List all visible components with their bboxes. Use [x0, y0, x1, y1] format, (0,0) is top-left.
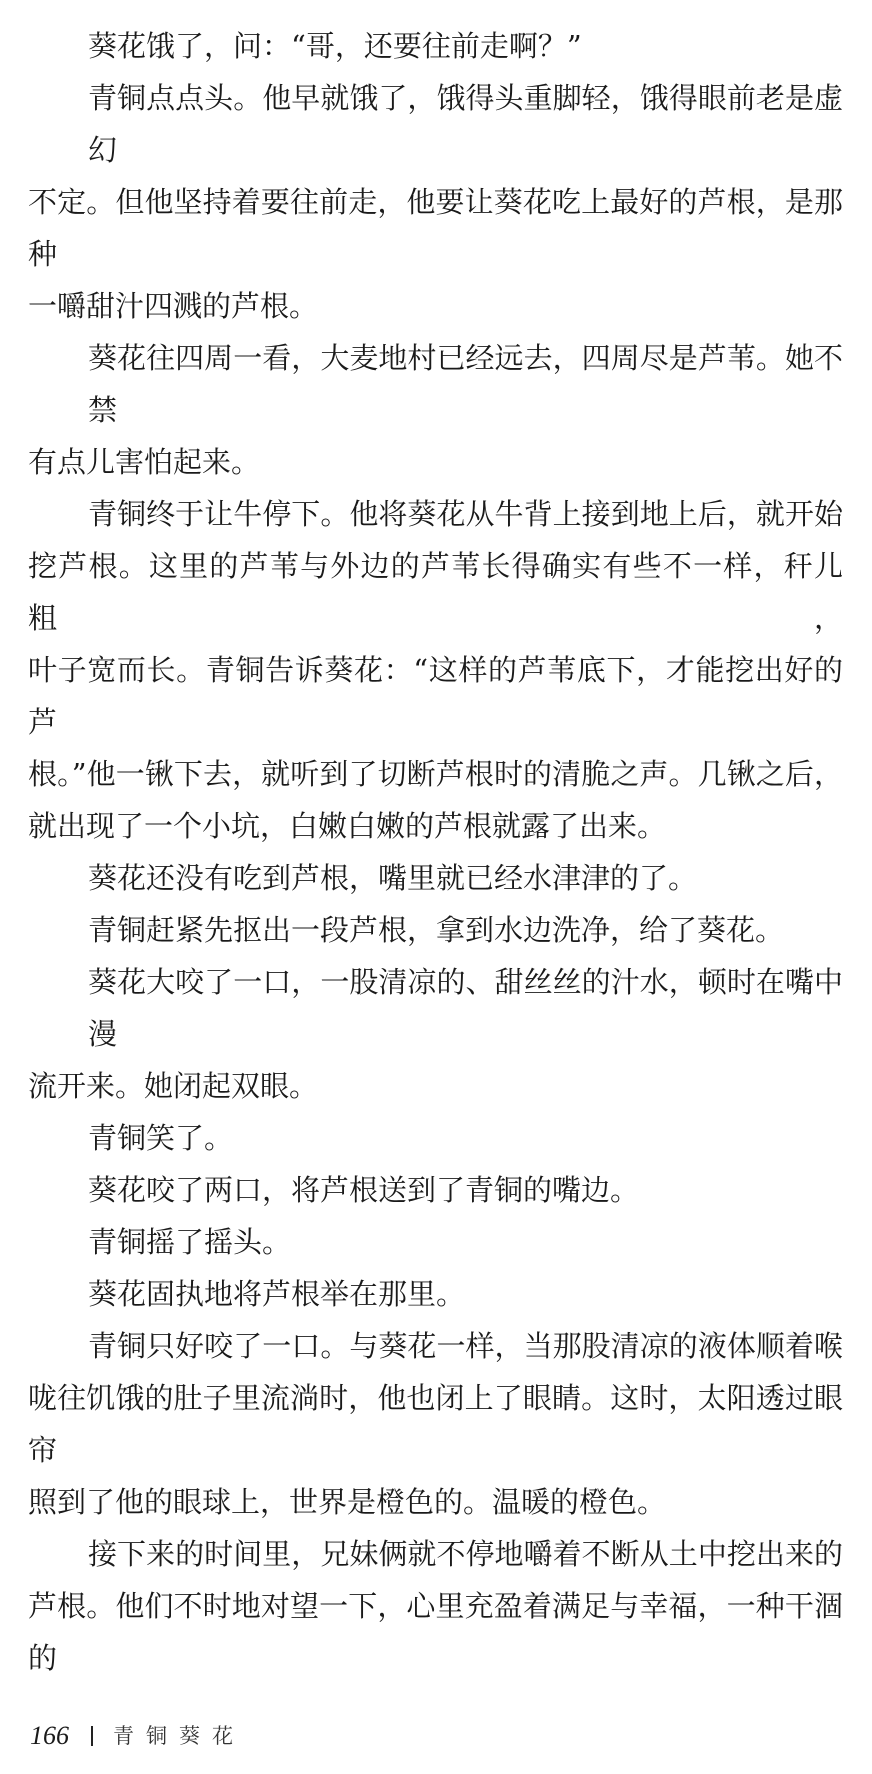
page-number: 166	[30, 1721, 69, 1750]
text-line: 葵花固执地将芦根举在那里。	[88, 1277, 466, 1311]
text-line: 青铜终于让牛停下。他将葵花从牛背上接到地上后，就开始	[88, 497, 843, 531]
text-line: 接下来的时间里，兄妹俩就不停地嚼着不断从土中挖出来的	[88, 1537, 843, 1571]
paragraph	[28, 956, 843, 1112]
text-line: 青铜点点头。他早就饿了，饿得头重脚轻，饿得眼前老是虚幻	[88, 81, 843, 167]
text-line: 芦根。他们不时地对望一下，心里充盈着满足与幸福，一种干涸的	[28, 1589, 843, 1675]
paragraph	[28, 72, 843, 332]
text-line: 葵花咬了两口，将芦根送到了青铜的嘴边。	[88, 1173, 640, 1207]
text-line: 葵花往四周一看，大麦地村已经远去，四周尽是芦苇。她不禁	[88, 341, 843, 427]
text-line: 根。”他一锹下去，就听到了切断芦根时的清脆之声。几锹之后，	[28, 757, 843, 791]
body-text	[28, 0, 843, 1684]
paragraph	[28, 1164, 843, 1216]
paragraph	[28, 1320, 843, 1528]
text-line: 葵花饿了，问：“哥，还要往前走啊？”	[88, 29, 582, 63]
text-line: 有点儿害怕起来。	[28, 445, 261, 479]
text-line: 就出现了一个小坑，白嫩白嫩的芦根就露了出来。	[28, 809, 667, 843]
text-line: 叶子宽而长。青铜告诉葵花：“这样的芦苇底下，才能挖出好的芦	[28, 653, 843, 739]
paragraph	[28, 852, 843, 904]
text-line: 挖芦根。这里的芦苇与外边的芦苇长得确实有些不一样，秆儿粗，	[28, 549, 843, 635]
footer-separator	[91, 1726, 93, 1746]
paragraph	[28, 1528, 843, 1684]
page-footer	[30, 1718, 872, 1774]
text-line: 照到了他的眼球上，世界是橙色的。温暖的橙色。	[28, 1485, 667, 1519]
text-line: 咙往饥饿的肚子里流淌时，他也闭上了眼睛。这时，太阳透过眼帘	[28, 1381, 843, 1467]
text-line: 不定。但他坚持着要往前走，他要让葵花吃上最好的芦根，是那种	[28, 185, 843, 271]
paragraph	[28, 332, 843, 488]
paragraph	[28, 20, 843, 72]
paragraph	[28, 1268, 843, 1320]
text-line: 青铜摇了摇头。	[88, 1225, 292, 1259]
book-title: 青铜葵花	[113, 1724, 245, 1748]
paragraph	[28, 488, 843, 852]
text-line: 流开来。她闭起双眼。	[28, 1069, 319, 1103]
text-line: 葵花大咬了一口，一股清凉的、甜丝丝的汁水，顿时在嘴中漫	[88, 965, 843, 1051]
text-line: 青铜赶紧先抠出一段芦根，拿到水边洗净，给了葵花。	[88, 913, 785, 947]
paragraph	[28, 1112, 843, 1164]
text-line: 一嚼甜汁四溅的芦根。	[28, 289, 319, 323]
paragraph	[28, 904, 843, 956]
text-line: 青铜笑了。	[88, 1121, 234, 1155]
text-line: 葵花还没有吃到芦根，嘴里就已经水津津的了。	[88, 861, 698, 895]
paragraph	[28, 1216, 843, 1268]
text-line: 青铜只好咬了一口。与葵花一样，当那股清凉的液体顺着喉	[88, 1329, 843, 1363]
